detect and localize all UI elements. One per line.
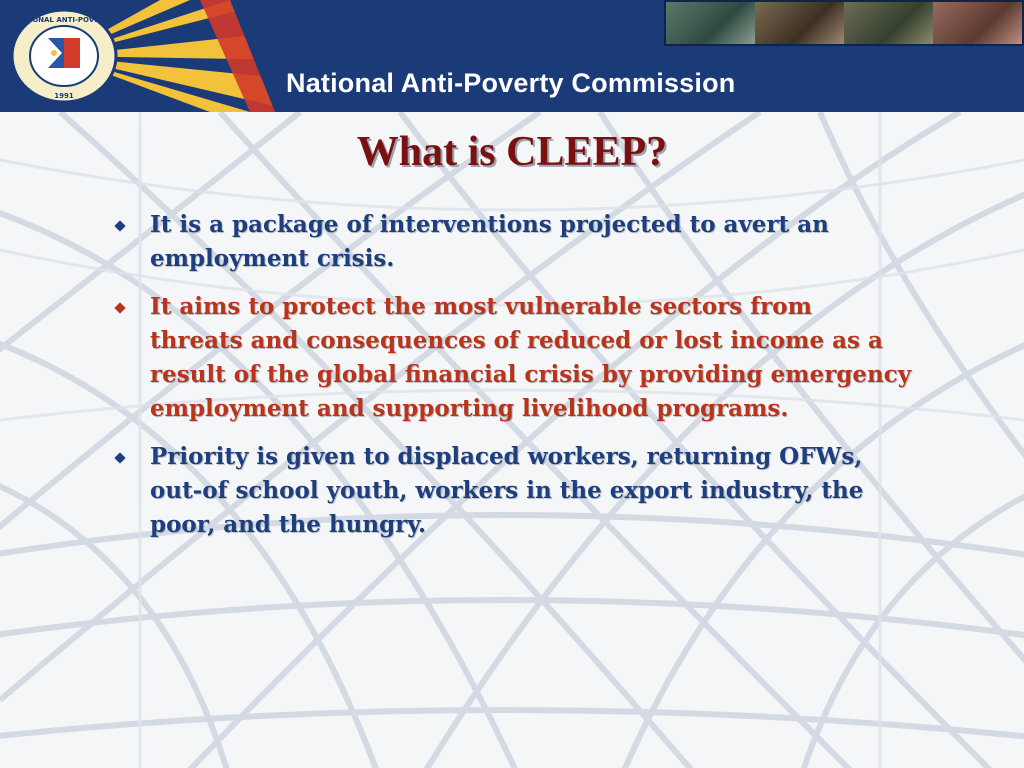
bullet-item bbox=[112, 208, 912, 276]
commission-seal-logo bbox=[8, 8, 120, 104]
bullet-text: It aims to protect the most vulnerable sectors from threats and consequences of reduced or lost income as a result of the global financial crisis by providing emergency employment and supporting livelihood programs. bbox=[150, 293, 912, 422]
diamond-bullet-icon bbox=[114, 220, 125, 231]
header-banner bbox=[0, 0, 1024, 112]
svg-text:1991: 1991 bbox=[54, 92, 74, 100]
organization-name: National Anti-Poverty Commission bbox=[286, 68, 736, 98]
bullet-item bbox=[112, 440, 912, 542]
photo-community bbox=[844, 2, 933, 44]
bullet-item bbox=[112, 290, 912, 426]
bullet-text: It is a package of interventions projected to avert an employment crisis. bbox=[150, 211, 829, 272]
slide-title: What is CLEEP? bbox=[356, 129, 668, 175]
photo-strip bbox=[664, 0, 1024, 46]
photo-family bbox=[755, 2, 844, 44]
photo-children bbox=[666, 2, 755, 44]
diamond-bullet-icon bbox=[114, 302, 125, 313]
diamond-bullet-icon bbox=[114, 452, 125, 463]
bullet-text: Priority is given to displaced workers, returning OFWs, out-of school youth, workers in the export industry, the poor, and the hungry. bbox=[150, 443, 864, 538]
svg-text:NATIONAL ANTI-POVERTY: NATIONAL ANTI-POVERTY bbox=[14, 16, 114, 24]
bullet-list bbox=[112, 208, 912, 556]
photo-market bbox=[933, 2, 1022, 44]
